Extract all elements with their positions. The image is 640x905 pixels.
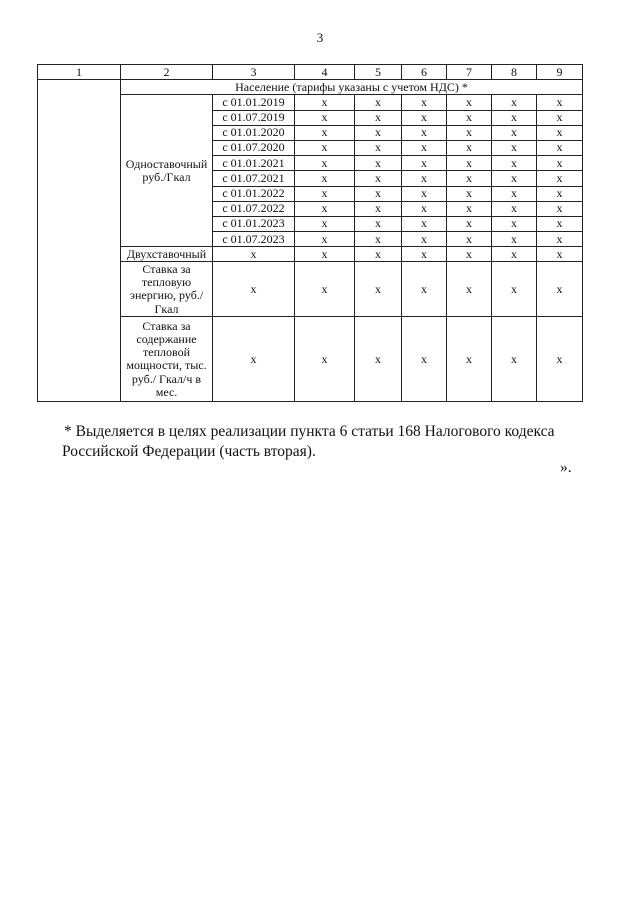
date-cell: с 01.07.2023 <box>213 232 295 247</box>
value-cell: х <box>447 317 492 402</box>
header-cell-4: 4 <box>295 65 355 80</box>
value-cell: х <box>295 156 355 171</box>
value-cell: х <box>355 247 402 262</box>
footnote-line-1: * Выделяется в целях реализации пункта 6 статьи 168 Налогового кодекса <box>64 423 555 440</box>
value-cell: х <box>295 125 355 140</box>
value-cell: х <box>537 171 583 186</box>
value-cell: х <box>213 317 295 402</box>
date-cell: с 01.07.2021 <box>213 171 295 186</box>
value-cell: х <box>492 140 537 155</box>
value-cell: х <box>402 186 447 201</box>
header-cell-6: 6 <box>402 65 447 80</box>
date-cell: с 01.01.2022 <box>213 186 295 201</box>
table-body <box>38 65 583 402</box>
value-cell: х <box>492 247 537 262</box>
value-cell: х <box>537 201 583 216</box>
value-cell: х <box>537 186 583 201</box>
value-cell: х <box>537 216 583 231</box>
header-cell-9: 9 <box>537 65 583 80</box>
value-cell: х <box>355 262 402 317</box>
single-rate-label: Одноставочный руб./Гкал <box>121 95 213 247</box>
value-cell: х <box>402 201 447 216</box>
value-cell: х <box>492 216 537 231</box>
value-cell: х <box>447 232 492 247</box>
value-cell: х <box>402 216 447 231</box>
value-cell: х <box>537 262 583 317</box>
value-cell: х <box>355 110 402 125</box>
value-cell: х <box>537 317 583 402</box>
value-cell: х <box>402 232 447 247</box>
energy-rate-label: Ставка за тепловую энергию, руб./Гкал <box>121 262 213 317</box>
value-cell: х <box>402 317 447 402</box>
date-cell: с 01.07.2022 <box>213 201 295 216</box>
value-cell: х <box>402 156 447 171</box>
value-cell: х <box>295 216 355 231</box>
date-cell: с 01.01.2023 <box>213 216 295 231</box>
value-cell: х <box>355 171 402 186</box>
tariff-table <box>37 64 583 402</box>
value-cell: х <box>447 171 492 186</box>
value-cell: х <box>295 262 355 317</box>
value-cell: х <box>537 247 583 262</box>
value-cell: х <box>492 201 537 216</box>
value-cell: х <box>295 140 355 155</box>
header-cell-2: 2 <box>121 65 213 80</box>
value-cell: х <box>355 216 402 231</box>
closing-quote: ». <box>560 459 572 476</box>
header-cell-3: 3 <box>213 65 295 80</box>
value-cell: х <box>447 156 492 171</box>
value-cell: х <box>447 125 492 140</box>
population-subheader: Население (тарифы указаны с учетом НДС) * <box>121 80 583 95</box>
date-cell: с 01.01.2021 <box>213 156 295 171</box>
value-cell: х <box>537 156 583 171</box>
value-cell: х <box>355 186 402 201</box>
value-cell: х <box>537 95 583 110</box>
value-cell: х <box>537 125 583 140</box>
date-cell: с 01.07.2019 <box>213 110 295 125</box>
value-cell: х <box>295 95 355 110</box>
value-cell: х <box>355 317 402 402</box>
value-cell: х <box>537 110 583 125</box>
value-cell: х <box>447 110 492 125</box>
footnote-line-2: Российской Федерации (часть вторая). <box>62 443 316 460</box>
value-cell: х <box>447 201 492 216</box>
value-cell: х <box>447 262 492 317</box>
value-cell: х <box>402 171 447 186</box>
header-cell-8: 8 <box>492 65 537 80</box>
header-cell-1: 1 <box>38 65 121 80</box>
value-cell: х <box>295 317 355 402</box>
value-cell: х <box>295 232 355 247</box>
value-cell: х <box>355 95 402 110</box>
value-cell: х <box>492 262 537 317</box>
value-cell: х <box>402 247 447 262</box>
value-cell: х <box>492 110 537 125</box>
value-cell: х <box>492 156 537 171</box>
value-cell: х <box>355 125 402 140</box>
value-cell: х <box>355 201 402 216</box>
value-cell: х <box>402 125 447 140</box>
value-cell: х <box>295 110 355 125</box>
value-cell: х <box>213 262 295 317</box>
value-cell: х <box>295 186 355 201</box>
value-cell: х <box>492 186 537 201</box>
empty-first-column-cell <box>38 80 121 402</box>
header-cell-5: 5 <box>355 65 402 80</box>
value-cell: х <box>295 171 355 186</box>
value-cell: х <box>355 232 402 247</box>
value-cell: х <box>447 140 492 155</box>
value-cell: х <box>402 95 447 110</box>
value-cell: х <box>537 140 583 155</box>
value-cell: х <box>447 95 492 110</box>
footnote <box>64 422 582 462</box>
capacity-rate-label: Ставка за содержание тепловой мощности, тыс. руб./ Гкал/ч в мес. <box>121 317 213 402</box>
value-cell: х <box>447 247 492 262</box>
value-cell: х <box>492 171 537 186</box>
value-cell: х <box>537 232 583 247</box>
population-row <box>38 80 583 95</box>
two-rate-label: Двухставочный <box>121 247 213 262</box>
date-cell: с 01.01.2019 <box>213 95 295 110</box>
value-cell: х <box>402 262 447 317</box>
page-number: 3 <box>316 30 324 45</box>
value-cell: х <box>447 216 492 231</box>
value-cell: х <box>492 125 537 140</box>
value-cell: х <box>295 201 355 216</box>
value-cell: х <box>355 156 402 171</box>
value-cell: х <box>402 140 447 155</box>
value-cell: х <box>492 232 537 247</box>
value-cell: х <box>402 110 447 125</box>
date-cell: с 01.07.2020 <box>213 140 295 155</box>
value-cell: х <box>295 247 355 262</box>
header-row <box>38 65 583 80</box>
value-cell: х <box>492 317 537 402</box>
value-cell: х <box>213 247 295 262</box>
value-cell: х <box>355 140 402 155</box>
header-cell-7: 7 <box>447 65 492 80</box>
value-cell: х <box>447 186 492 201</box>
date-cell: с 01.01.2020 <box>213 125 295 140</box>
value-cell: х <box>492 95 537 110</box>
